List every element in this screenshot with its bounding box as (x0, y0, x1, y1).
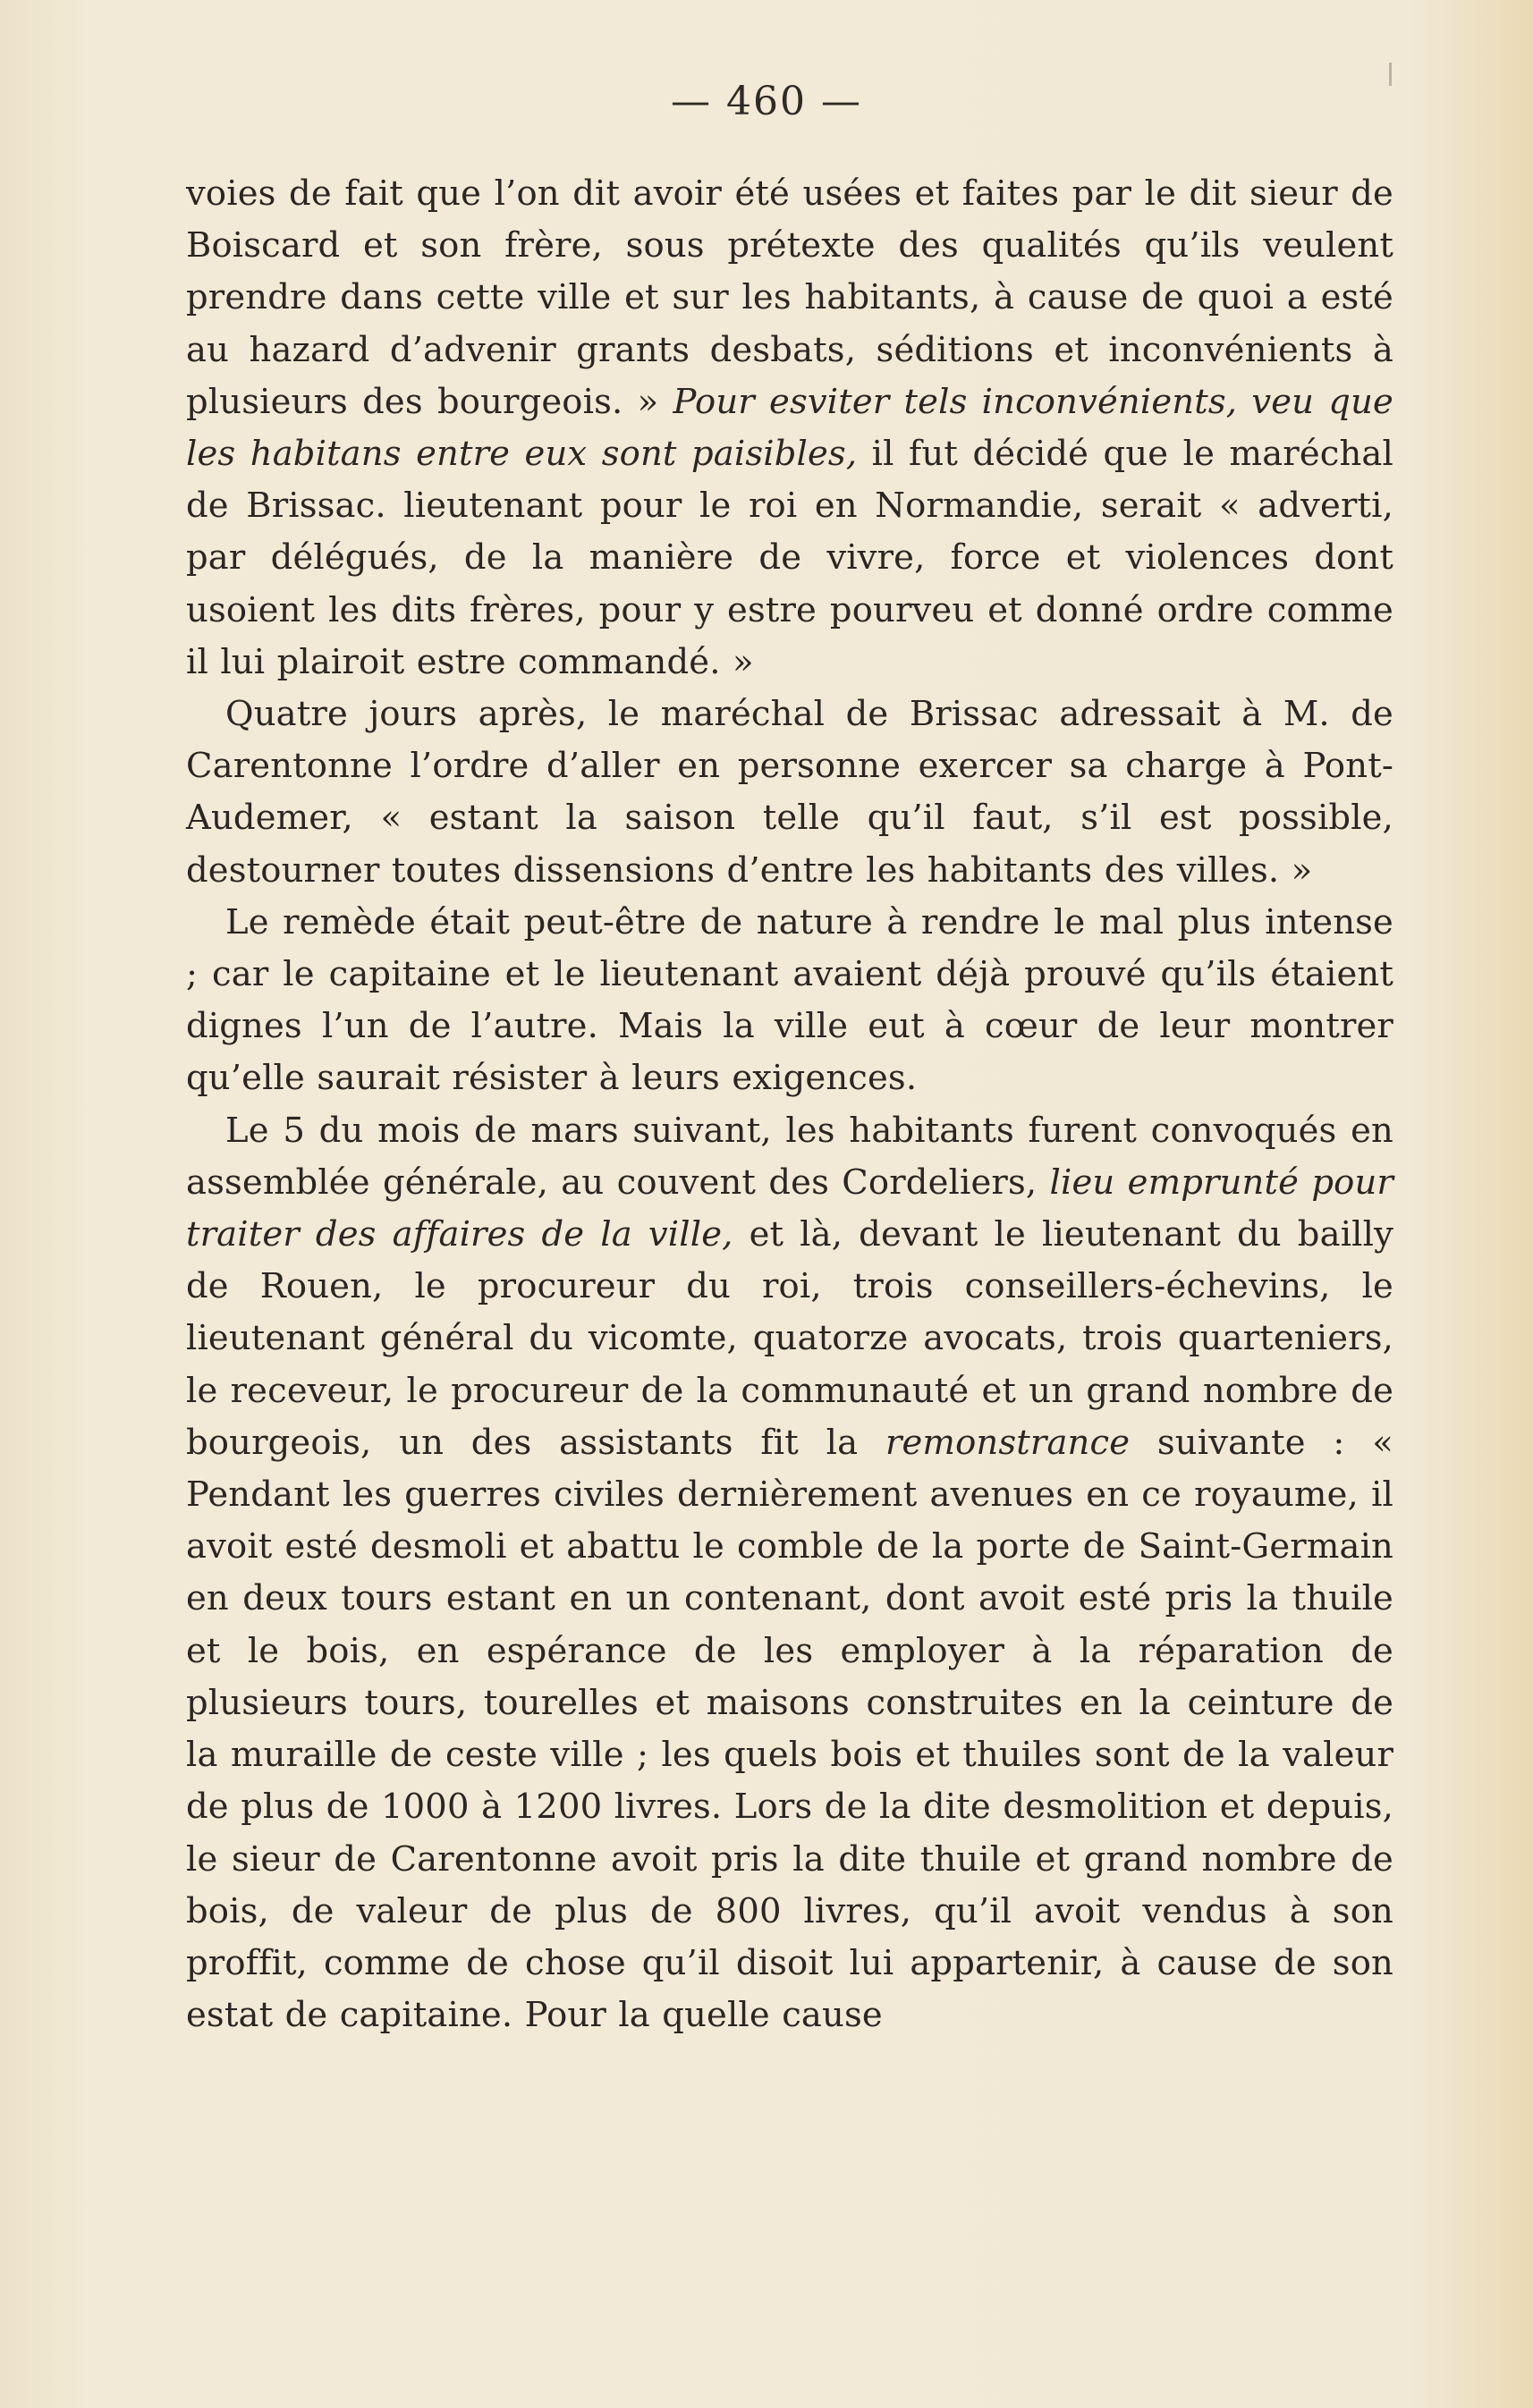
paragraph-4-text-c: suivante : « Pendant les guerres civiles dernièrement avenues en ce royaume, il avoit esté desmoli et abattu le comble de la porte de Saint-Germain en deux tours estant en un contenant, dont avoit esté pris la thuile et le bois, en espérance de les employer à la réparation de plusieurs tours, tourelles et maisons construites en la ceinture de la muraille de ceste ville ; les quels bois et thuiles sont de la valeur de plus de 1000 à 1200 livres. Lors de la dite desmolition et depuis, le sieur de Carentonne avoit pris la dite thuile et grand nombre de bois, de valeur de plus de 800 livres, qu’il avoit vendus à son proffit, comme de chose qu’il disoit lui appartenir, à cause de son estat de capitaine. Pour la quelle cause (186, 1422, 1393, 2036)
body-text (186, 168, 1393, 2041)
paragraph-4-text-b: et là, devant le lieutenant du bailly de Rouen, le procureur du roi, trois conseillers-échevins, le lieutenant général du vicomte, quatorze avocats, trois quarteniers, le receveur, le procureur de la communauté et un grand nombre de bourgeois, un des assistants fit la (186, 1214, 1393, 1463)
paragraph-4-italic-b: remonstrance (885, 1422, 1131, 1463)
paragraph-1-italic: Pour esviter tels inconvénients, veu que les habitans entre eux sont paisibles, (186, 381, 1393, 475)
paragraph-1-text-a: voies de fait que l’on dit avoir été usées et faites par le dit sieur de Boiscard et son frère, sous prétexte des qualités qu’ils veulent prendre dans cette ville et sur les habitants, à cause de quoi a esté au hazard d’advenir grants desbats, séditions et inconvénients à plusieurs des bourgeois. » (186, 173, 1393, 422)
paragraph-4 (186, 1105, 1393, 2042)
paragraph-1-text-b: il fut décidé que le maréchal de Brissac. lieutenant pour le roi en Normandie, serait « adverti, par délégués, de la manière de vivre, force et violences dont usoient les dits frères, pour y estre pourveu et donné ordre comme il lui plairoit estre commandé. » (186, 434, 1394, 682)
paragraph-4-text-a: Le 5 du mois de mars suivant, les habitants furent convoqués en assemblée générale, au couvent des Cordeliers, (186, 1110, 1393, 1203)
paragraph-4-italic-a: lieu emprunté pour traiter des affaires de la ville, (186, 1162, 1393, 1255)
paragraph-3: Le remède était peut-être de nature à rendre le mal plus intense ; car le capitaine et le lieutenant avaient déjà prouvé qu’ils étaient dignes l’un de l’autre. Mais la ville eut à cœur de leur montrer qu’elle saurait résister à leurs exigences. (186, 901, 1393, 1099)
page-number: — 460 — (671, 79, 862, 124)
paragraph-1 (186, 168, 1393, 689)
paragraph-2: Quatre jours après, le maréchal de Brissac adressait à M. de Carentonne l’ordre d’aller en personne exercer sa charge à Pont-Audemer, « estant la saison telle qu’il faut, s’il est possible, destourner toutes dissensions d’entre les habitants des villes. » (186, 694, 1393, 891)
